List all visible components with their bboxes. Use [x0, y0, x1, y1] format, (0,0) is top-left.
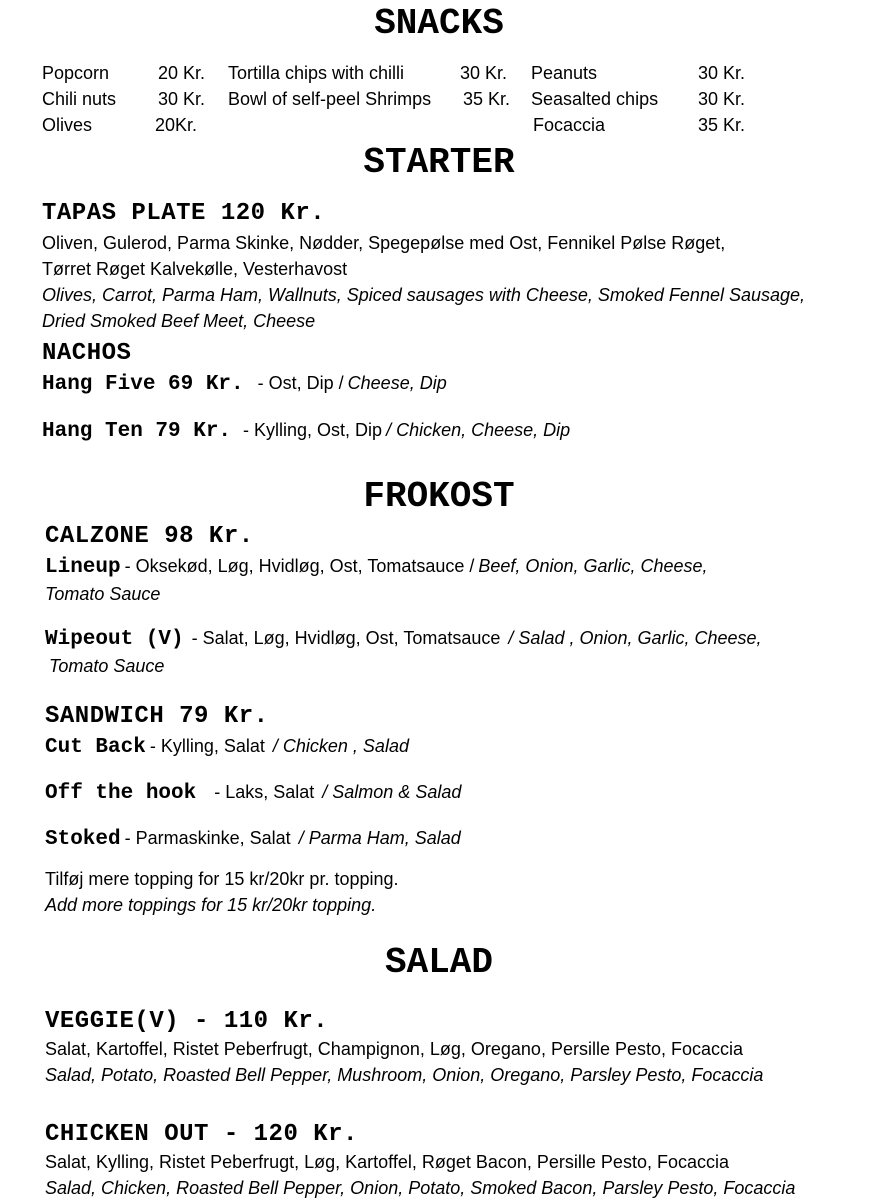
- item-ingredients-da: - Laks, Salat: [214, 782, 315, 802]
- item-name: Stoked: [45, 828, 121, 851]
- salad-ingredients-en: Salad, Chicken, Roasted Bell Pepper, Onion, Potato, Smoked Bacon, Parsley Pesto, Focaccia: [45, 1178, 796, 1198]
- snack-price: 20 Kr.: [158, 63, 206, 83]
- item-name: Cut Back: [45, 736, 146, 759]
- snack-name: Popcorn: [42, 63, 110, 83]
- snack-name: Focaccia: [533, 115, 606, 135]
- item-ingredients-da: - Salat, Løg, Hvidløg, Ost, Tomatsauce: [191, 628, 501, 648]
- item-ingredients-en: / Parma Ham, Salad: [298, 828, 461, 848]
- calzone-item: [45, 556, 708, 579]
- salad-item-title: CHICKEN OUT - 120 Kr.: [45, 1121, 358, 1148]
- snack-price: 20Kr.: [155, 115, 198, 135]
- item-ingredients-da: - Ost, Dip /: [257, 373, 344, 393]
- calzone-title: CALZONE 98 Kr.: [45, 523, 254, 550]
- salad-ingredients-da: Salat, Kylling, Ristet Peberfrugt, Løg, Kartoffel, Røget Bacon, Persille Pesto, Focaccia: [45, 1152, 729, 1172]
- item-name: Off the hook: [45, 782, 197, 805]
- snack-price: 30 Kr.: [698, 89, 746, 109]
- sandwich-item: [45, 782, 461, 805]
- sandwich-title: SANDWICH 79 Kr.: [45, 703, 269, 730]
- topping-note-da: Tilføj mere topping for 15 kr/20kr pr. topping.: [45, 869, 399, 889]
- tapas-plate-title: TAPAS PLATE 120 Kr.: [42, 200, 326, 227]
- item-ingredients-en: Cheese, Dip: [347, 373, 447, 393]
- item-ingredients-da: - Kylling, Salat: [149, 736, 265, 756]
- frokost-heading: FROKOST: [363, 476, 515, 517]
- item-ingredients-en: / Chicken , Salad: [272, 736, 409, 756]
- salad-ingredients-da: Salat, Kartoffel, Ristet Peberfrugt, Champignon, Løg, Oregano, Persille Pesto, Focaccia: [45, 1039, 744, 1059]
- snack-price: 30 Kr.: [698, 63, 746, 83]
- sandwich-item: [45, 828, 461, 851]
- item-ingredients-en: Tomato Sauce: [49, 656, 165, 676]
- item-ingredients-en: Tomato Sauce: [45, 584, 161, 604]
- tapas-ingredients-da: Oliven, Gulerod, Parma Skinke, Nødder, Spegepølse med Ost, Fennikel Pølse Røget,: [42, 233, 726, 253]
- snack-name: Olives: [42, 115, 93, 135]
- item-name: Lineup: [45, 556, 121, 579]
- nachos-title: NACHOS: [42, 340, 132, 367]
- snack-name: Tortilla chips with chilli: [228, 63, 405, 83]
- item-name: Hang Five 69 Kr.: [42, 373, 244, 396]
- snack-name: Chili nuts: [42, 89, 117, 109]
- item-name: Hang Ten 79 Kr.: [42, 420, 232, 443]
- salad-heading: SALAD: [384, 942, 494, 983]
- salad-ingredients-en: Salad, Potato, Roasted Bell Pepper, Mushroom, Onion, Oregano, Parsley Pesto, Focaccia: [45, 1065, 764, 1085]
- starter-heading: STARTER: [363, 142, 515, 183]
- snack-price: 30 Kr.: [460, 63, 508, 83]
- nachos-item: [42, 420, 570, 443]
- tapas-ingredients-da: Tørret Røget Kalvekølle, Vesterhavost: [42, 259, 348, 279]
- snack-name: Bowl of self-peel Shrimps: [228, 89, 432, 109]
- snack-name: Seasalted chips: [531, 89, 659, 109]
- item-ingredients-en: / Salmon & Salad: [322, 782, 462, 802]
- item-ingredients-da: - Parmaskinke, Salat: [124, 828, 291, 848]
- item-ingredients-en: / Salad , Onion, Garlic, Cheese,: [508, 628, 762, 648]
- item-ingredients-en: / Chicken, Cheese, Dip: [386, 420, 571, 440]
- calzone-item: [45, 628, 762, 651]
- item-ingredients-da: - Kylling, Ost, Dip: [243, 420, 383, 440]
- topping-note-en: Add more toppings for 15 kr/20kr topping.: [45, 895, 377, 915]
- salad-item-title: VEGGIE(V) - 110 Kr.: [45, 1008, 329, 1035]
- snack-price: 35 Kr.: [463, 89, 511, 109]
- snacks-heading: SNACKS: [374, 3, 504, 44]
- item-name: Wipeout (V): [45, 628, 184, 651]
- snack-price: 35 Kr.: [698, 115, 746, 135]
- nachos-item: [42, 373, 447, 396]
- item-ingredients-en: Beef, Onion, Garlic, Cheese,: [478, 556, 708, 576]
- snack-name: Peanuts: [531, 63, 598, 83]
- snack-price: 30 Kr.: [158, 89, 206, 109]
- sandwich-item: [45, 736, 409, 759]
- tapas-ingredients-en: Dried Smoked Beef Meet, Cheese: [42, 311, 316, 331]
- tapas-ingredients-en: Olives, Carrot, Parma Ham, Wallnuts, Spiced sausages with Cheese, Smoked Fennel Sausage,: [42, 285, 806, 305]
- item-ingredients-da: - Oksekød, Løg, Hvidløg, Ost, Tomatsauce /: [124, 556, 475, 576]
